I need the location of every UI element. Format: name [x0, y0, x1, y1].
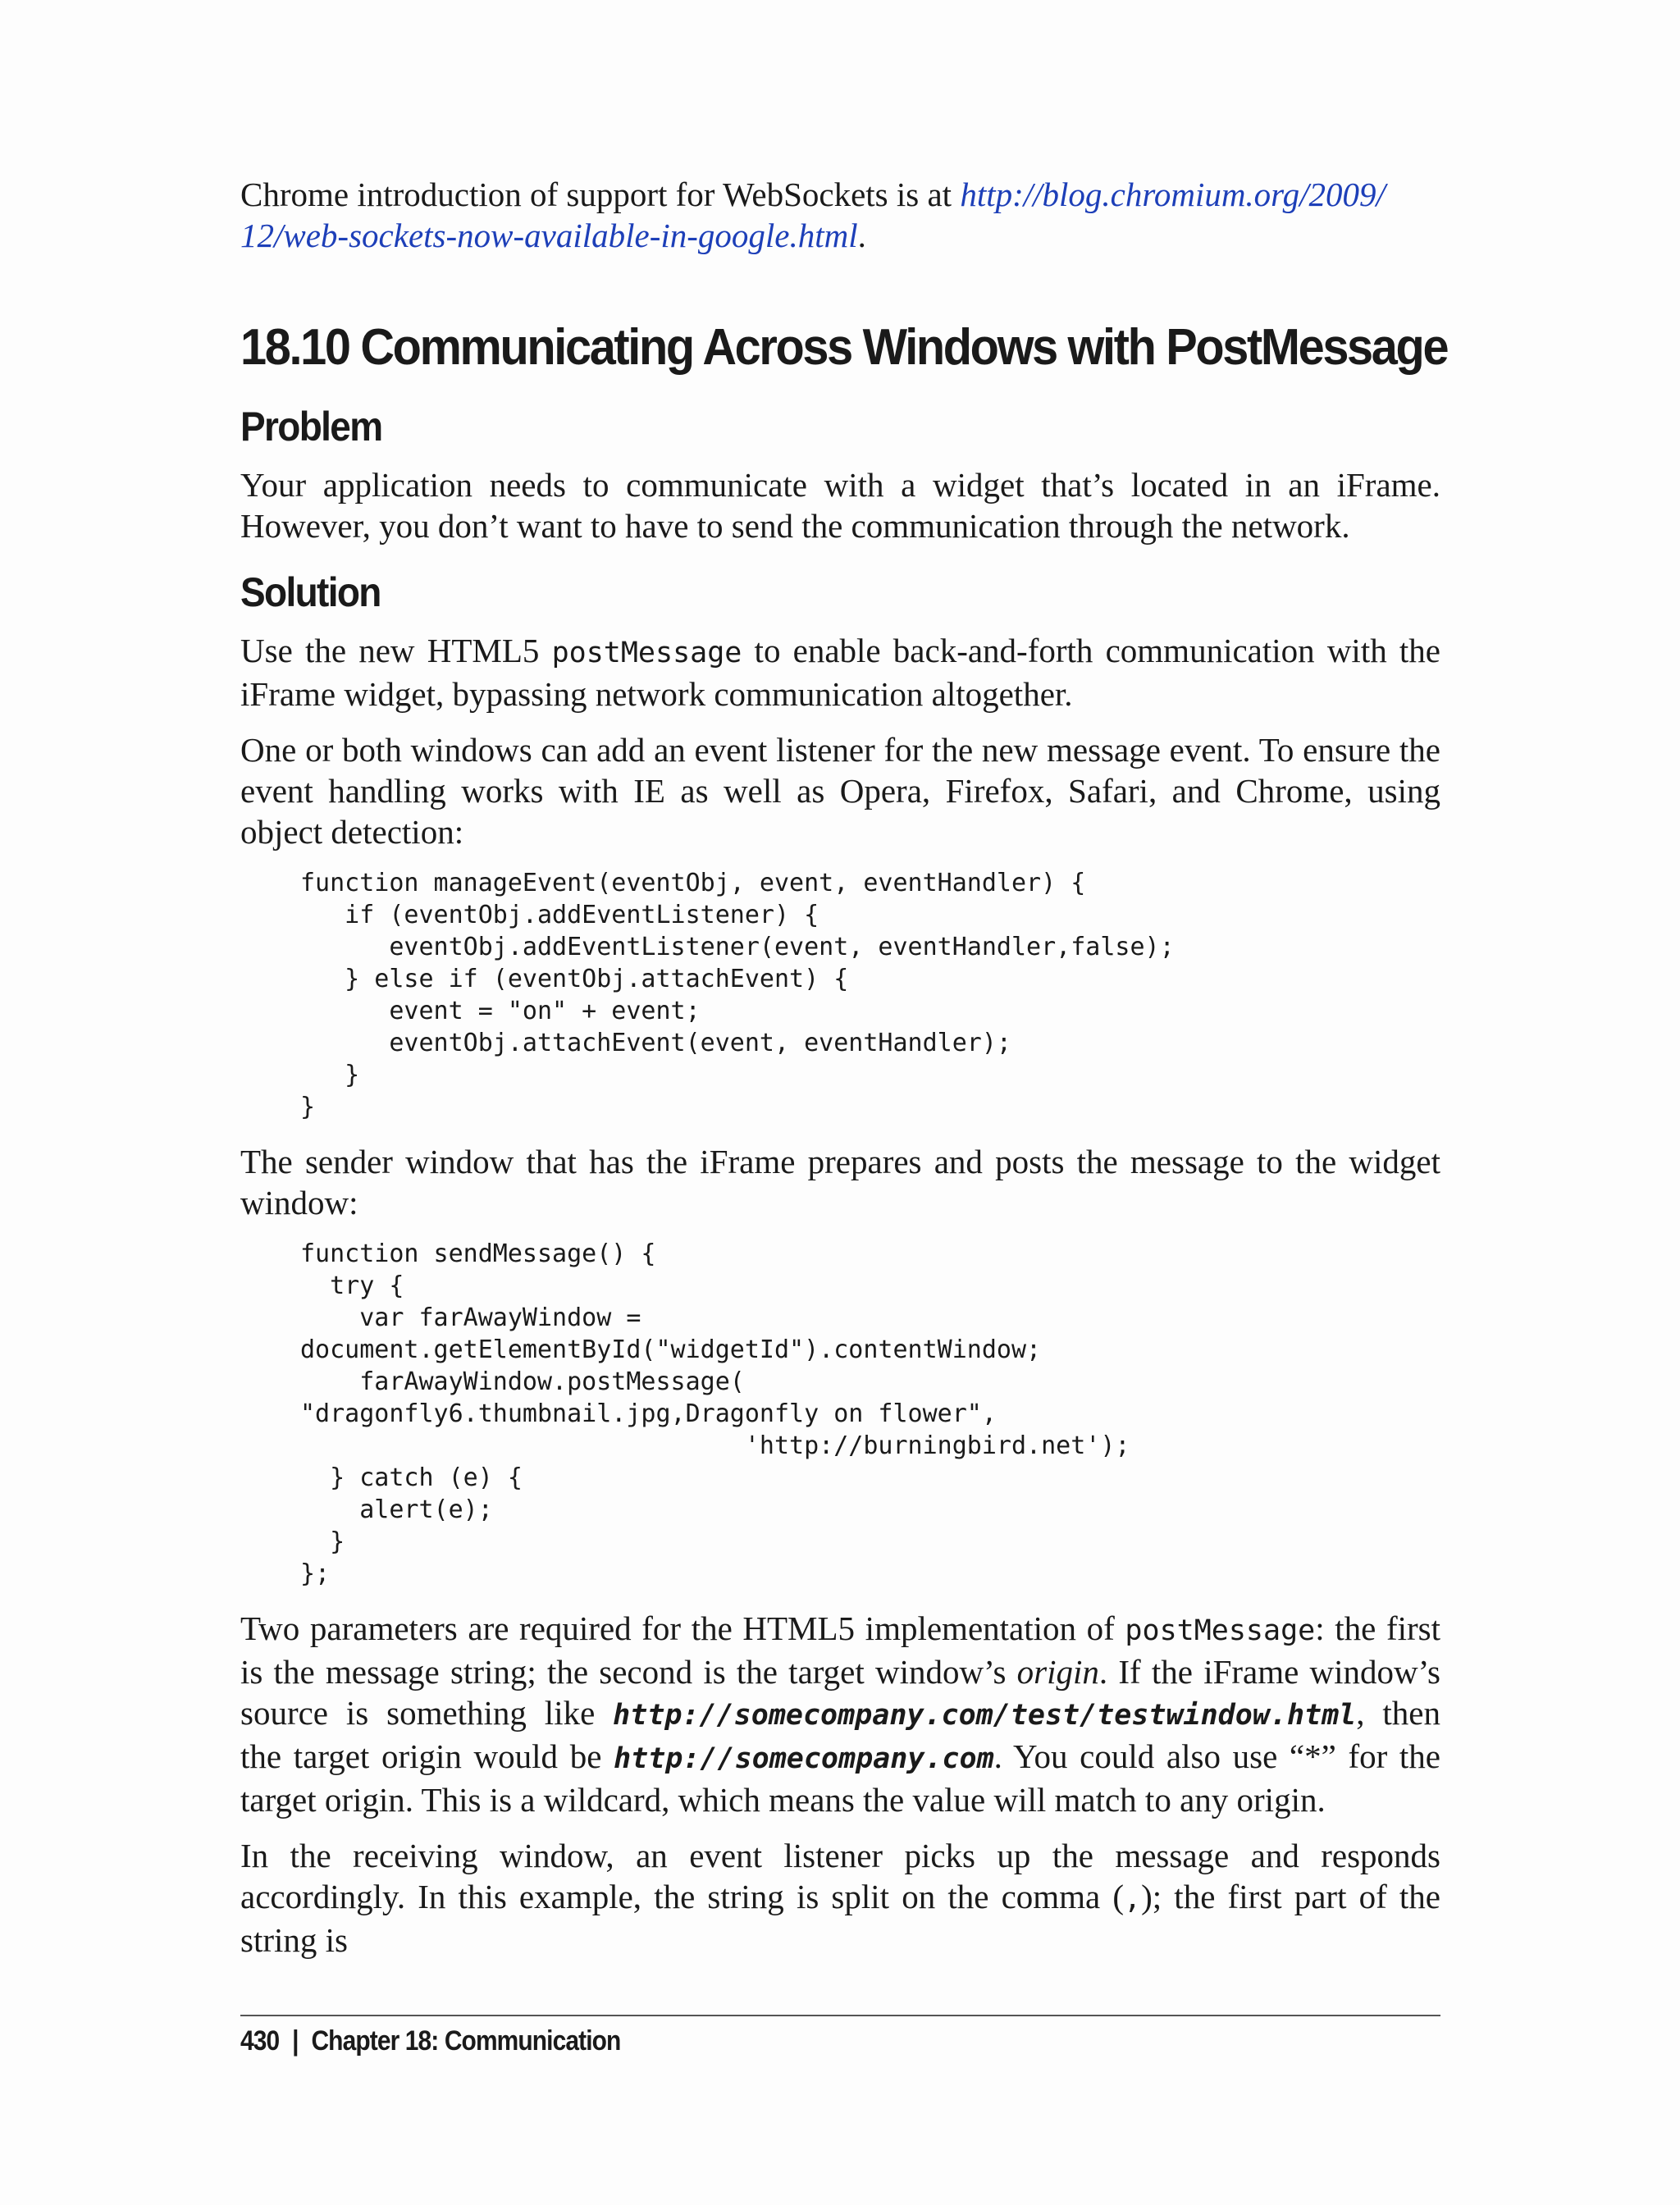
- example-url-testwindow: http://somecompany.com/test/testwindow.html: [613, 1699, 1357, 1732]
- solution-paragraph-3: The sender window that has the iFrame prepares and posts the message to the widget window:: [240, 1143, 1440, 1221]
- chapter-label: Chapter 18: Communication: [311, 2025, 621, 2057]
- solution-heading: Solution: [240, 569, 381, 615]
- inline-code-postmessage-2: postMessage: [1125, 1614, 1316, 1647]
- footer-divider: [240, 2015, 1440, 2016]
- inline-code-comma: ,: [1124, 1883, 1142, 1915]
- page-body: [240, 174, 1448, 1975]
- origin-term: origin: [1016, 1653, 1099, 1691]
- example-url-origin: http://somecompany.com: [614, 1742, 994, 1775]
- solution-paragraph-4: Two parameters are required for the HTML5 implementation of postMessage: the first is the message string; the second is the target window’s origin. If the iFrame window’s source is something like http://somecompany.com/test/testwindow.html, then the target origin would be http://somecompany.com. You could also use “*” for the target origin. This is a wildcard, which means the value will match to any origin.: [240, 1609, 1441, 1819]
- solution-paragraph-5: In the receiving window, an event listener picks up the message and responds accordingly. In this example, the string is split on the comma (,); the first part of the string is: [240, 1837, 1440, 1959]
- problem-paragraph: Your application needs to communicate with a widget that’s located in an iFrame. However, you don’t want to have to send the communication through the network.: [240, 466, 1440, 545]
- solution-paragraph-1: Use the new HTML5 postMessage to enable back-and-forth communication with the iFrame widget, bypassing network communication altogether.: [240, 632, 1440, 713]
- problem-heading: Problem: [240, 404, 382, 450]
- code-block-manage-event: function manageEvent(eventObj, event, eventHandler) { if (eventObj.addEventListener) { eventObj.addEventListener(event, eventHandler,false); } else if (eventObj.attachEvent) { event = "on" + event; eventObj.attachEvent(event, eventHandler); } }: [300, 869, 1175, 1121]
- solution-paragraph-2: One or both windows can add an event listener for the new message event. To ensure the event handling works with IE as well as Opera, Firefox, Safari, and Chrome, using object detection:: [240, 731, 1440, 851]
- page-footer: [240, 2025, 620, 2057]
- page-number: 430: [240, 2025, 280, 2057]
- blog-link[interactable]: http://blog.chromium.org/2009/ 12/web-sockets-now-available-in-google.html: [240, 176, 1386, 254]
- intro-paragraph: Chrome introduction of support for WebSockets is at http://blog.chromium.org/2009/ 12/web-sockets-now-available-in-google.html.: [240, 176, 1386, 254]
- code-block-send-message: function sendMessage() { try { var farAwayWindow = document.getElementById("widgetId").contentWindow; farAwayWindow.postMessage( "dragonfly6.thumbnail.jpg,Dragonfly on flower", 'http://burningbird.net'); } catch (e) { alert(e); } };: [300, 1239, 1130, 1588]
- section-title: 18.10 Communicating Across Windows with PostMessage: [240, 319, 1448, 376]
- footer-separator: |: [292, 2025, 299, 2057]
- inline-code-postmessage: postMessage: [551, 637, 742, 669]
- intro-text: Chrome introduction of support for WebSockets is at: [240, 176, 961, 213]
